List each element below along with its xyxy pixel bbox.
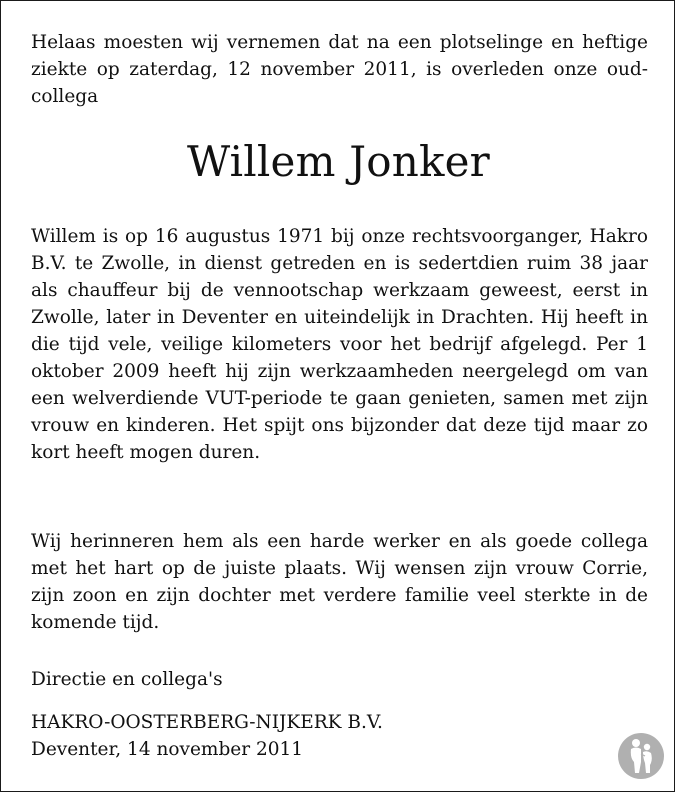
intro-text: Helaas moesten wij vernemen dat na een plotselinge en heftige ziekte op zaterdag, 12 november 2011, is overleden onze oud-collega [31,32,648,107]
deceased-name: Willem Jonker [187,137,490,186]
tribute-paragraph: Willem is op 16 augustus 1971 bij onze rechtsvoorganger, Hakro B.V. te Zwolle, in dienst getreden en is sedertdien ruim 38 jaar als chauffeur bij de vennootschap werkzaam geweest, eerst in Zwolle, later in Deventer en uiteindelijk in Drachten. Hij heeft in die tijd vele, veilige kilometers voor het bedrijf afgelegd. Per 1 oktober 2009 heeft hij zijn werkzaamheden neergelegd om van een welverdiende VUT-periode te gaan genieten, samen met zijn vrouw en kinderen. Het spijt ons bijzonder dat deze tijd maar zo kort heeft mogen duren. [31,226,648,463]
memorial-figures-logo-icon [617,732,665,780]
condolence-paragraph: Wij herinneren hem als een harde werker en als goede collega met het hart op de juiste plaats. Wij wensen zijn vrouw Corrie, zijn zoon en zijn dochter met verdere familie veel sterkte in de komende tijd. [31,531,648,633]
place-and-date: Deventer, 14 november 2011 [31,739,304,760]
company-name: HAKRO-OOSTERBERG-NIJKERK B.V. [31,712,383,733]
signature: Directie en collega's [31,669,223,690]
